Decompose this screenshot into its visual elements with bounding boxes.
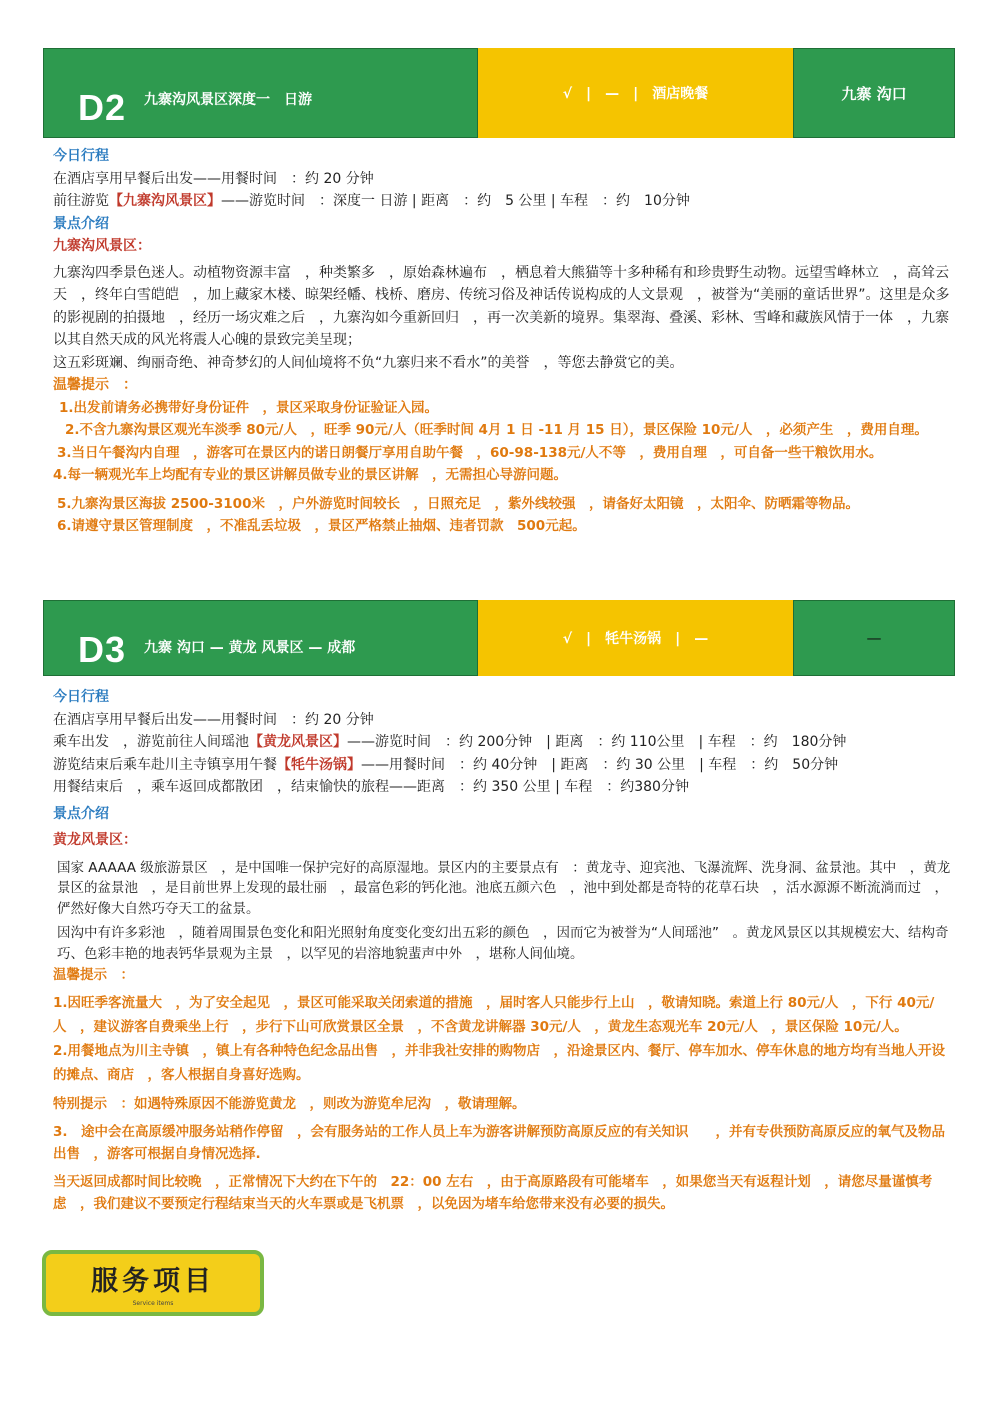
line-text: 游览结束后乘车赴川主寺镇享用午餐 [53,756,277,773]
highlight-spot: 【九寨沟风景区】 [109,193,221,209]
day3-header [43,600,955,676]
badge-title: 服务项目 [91,1266,215,1297]
day3-intro-p2: 因沟中有许多彩池 ，随着周围景色变化和阳光照射角度变化变幻出五彩的颜色 ，因而它为被誉为“人间瑶池” 。黄龙风景区以其规模宏大、结构奇巧、色彩丰艳的地表钙华景观为主景 ，以罕见的岩溶地貌蜚声中外 ，堪称人间仙境。 [57,925,949,962]
day2-code: D2 [78,87,127,128]
day2-intro-p2: 这五彩斑斓、绚丽奇绝、神奇梦幻的人间仙境将不负“九寨归来不看水”的美誉 ，等您去静赏它的美。 [53,354,684,371]
day3-itinerary-line4: 用餐结束后 ，乘车返回成都散团 ，结束愉快的旅程——距离 ：约 350 公里 | 车程 ：约380分钟 [53,779,689,795]
day2-itinerary-line2 [53,190,953,213]
day2-header [43,48,955,138]
day2-tips-title: 温馨提示 ： [53,377,137,393]
day2-intro-title: 景点介绍 [53,215,109,232]
day2-body [53,145,953,538]
line-text: 乘车出发 ，游览前往人间瑶池 [53,734,249,750]
day3-meals: √ | 牦牛汤锅 | — [478,600,793,676]
day2-itinerary-line1: 在酒店享用早餐后出发——用餐时间 ：约 20 分钟 [53,170,374,187]
day2-spot-title: 九寨沟风景区： [53,238,151,254]
day3-itinerary-line3 [53,754,953,777]
day3-spot-title: 黄龙风景区： [53,832,137,848]
day2-meals: √ | — | 酒店晚餐 [478,48,793,138]
day2-itinerary-title: 今日行程 [53,148,109,164]
day3-itinerary-title: 今日行程 [53,689,109,705]
line-text: ——用餐时间 ：约 40分钟 | 距离 ：约 30 公里 | 车程 ：约 50分钟 [361,756,839,773]
day2-tip-6: 6.请遵守景区管理制度 ，不准乱丢垃圾 ，景区严格禁止抽烟、违者罚款 500元起。 [57,518,586,534]
highlight-spot: 【黄龙风景区】 [249,734,347,750]
day2-title-cell [43,48,478,138]
day3-itinerary-line2 [53,731,953,754]
day2-route: 九寨沟风景区深度一 日游 [144,92,312,108]
day3-tip-1: 1.因旺季客流量大 ，为了安全起见 ，景区可能采取关闭索道的措施 ，届时客人只能步行上山 ，敬请知晓。索道上行 80元/人 ，下行 40元/人 ，建议游客自费乘坐上行 ，步行下山可欣赏景区全景 ，不含黄龙讲解器 30元/人 ，黄龙生态观光车 20元/人 ，景区保险 10元/人。 [53,994,935,1035]
line-text: 前往游览 [53,193,109,209]
line-text: ——游览时间 ：深度一 日游 | 距离 ：约 5 公里 | 车程 ：约 10分钟 [221,193,690,209]
day3-code: D3 [78,629,127,670]
day3-tip-3: 3. 途中会在高原缓冲服务站稍作停留 ，会有服务站的工作人员上车为游客讲解预防高原反应的有关知识 ，并有专供预防高原反应的氧气及物品出售 ，游客可根据自身情况选择. [53,1124,946,1162]
day3-route: 九寨 沟口 — 黄龙 风景区 — 成都 [144,640,356,656]
day3-itinerary-line1: 在酒店享用早餐后出发——用餐时间 ：约 20 分钟 [53,711,374,728]
day2-stay: 九寨 沟口 [793,48,955,138]
line-text: ——游览时间 ：约 200分钟 | 距离 ：约 110公里 | 车程 ：约 180分钟 [347,734,847,750]
day3-tip-4: 当天返回成都时间比较晚 ，正常情况下大约在下午的 22：00 左右 ，由于高原路段有可能堵车 ，如果您当天有返程计划 ，请您尽量谨慎考虑 ，我们建议不要预定行程结束当天的火车票或是飞机票 ，以免因为堵车给您带来没有必要的损失。 [53,1174,933,1212]
day3-intro-title: 景点介绍 [53,805,109,822]
day2-tip-2: 2.不含九寨沟景区观光车淡季 80元/人 ，旺季 90元/人（旺季时间 4月 1 日 -11 月 15 日），景区保险 10元/人 ，必须产生 ，费用自理。 [65,422,928,438]
badge-subtitle: Service items [132,1300,174,1307]
day3-special-note: 特别提示 ：如遇特殊原因不能游览黄龙 ，则改为游览牟尼沟 ，敬请理解。 [53,1095,526,1112]
day3-intro-p1: 国家 AAAAA 级旅游景区 ，是中国唯一保护完好的高原湿地。景区内的主要景点有 ：黄龙寺、迎宾池、飞瀑流辉、洗身洞、盆景池。其中 ，黄龙景区的盆景池 ，是目前世界上发现的最壮丽 ，最富色彩的钙化池。池底五颜六色 ，池中到处都是奇特的花草石块 ，活水源源不断流淌而过 ，俨然好像大自然巧夺天工的盆景。 [57,859,951,917]
day3-title-cell [43,600,478,676]
day2-tip-1: 1.出发前请务必携带好身份证件 ，景区采取身份证验证入园。 [59,399,439,416]
day3-body [53,686,953,1215]
day3-tip-2: 2.用餐地点为川主寺镇 ，镇上有各种特色纪念品出售 ，并非我社安排的购物店 ，沿途景区内、餐厅、停车加水、停车休息的地方均有当地人开设的摊点、商店 ，客人根据自身喜好选购。 [53,1042,946,1083]
day2-tip-3: 3.当日午餐沟内自理 ，游客可在景区内的诺日朗餐厅享用自助午餐 ，60-98-138元/人不等 ，费用自理 ，可自备一些干粮饮用水。 [57,444,883,461]
day2-tip-4: 4.每一辆观光车上均配有专业的景区讲解员做专业的景区讲解 ，无需担心导游问题。 [53,467,568,483]
day3-stay: — [793,600,955,676]
day2-tip-5: 5.九寨沟景区海拔 2500-3100米 ，户外游览时间较长 ，日照充足 ，紫外线较强 ，请备好太阳镜 ，太阳伞、防晒霜等物品。 [57,495,859,512]
service-items-badge [42,1250,264,1316]
highlight-meal: 【牦牛汤锅】 [277,756,361,773]
day3-tips-title: 温馨提示 ： [53,967,134,983]
day2-intro-p1: 九寨沟四季景色迷人。动植物资源丰富 ，种类繁多 ，原始森林遍布 ，栖息着大熊猫等十多种稀有和珍贵野生动物。远望雪峰林立 ，高耸云天 ，终年白雪皑皑 ，加上藏家木楼、晾架经幡、栈桥、磨房、传统习俗及神话传说构成的人文景观 ，被誉为“美丽的童话世界”。这里是众多的影视剧的拍摄地 ，经历一场灾难之后 ，九寨沟如今重新回归 ，再一次美新的境界。集翠海、叠溪、彩林、雪峰和藏族风情于一体 ，九寨以其自然天成的风光将震人心魄的景致完美呈现； [53,264,950,348]
